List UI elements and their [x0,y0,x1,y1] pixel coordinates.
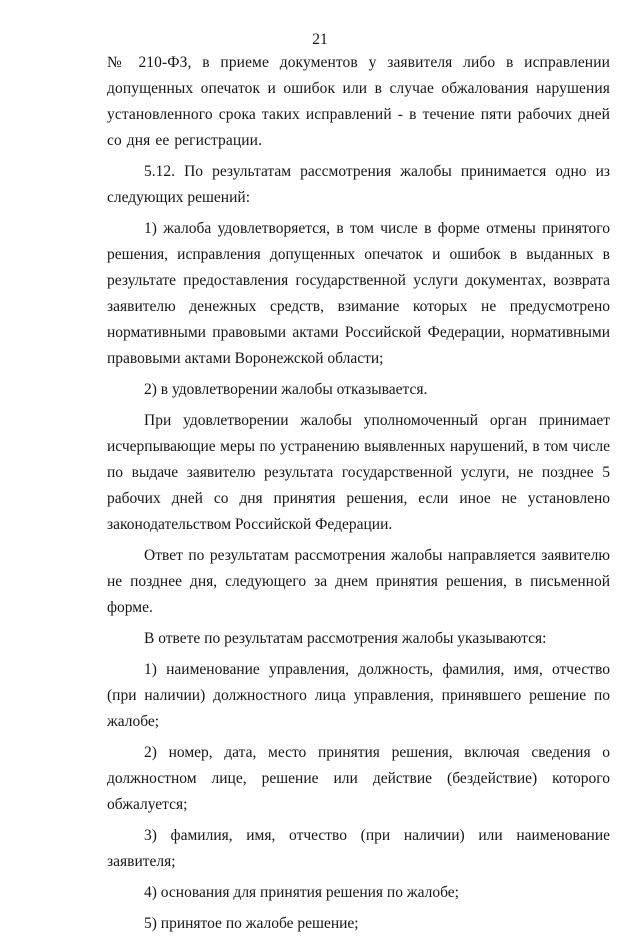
paragraph-5-12: 5.12. По результатам рассмотрения жалобы принимается одно из следующих решений: [107,163,610,206]
list-item-content-2: 2) номер, дата, место принятия решения, включая сведения о должностном лице, решение или действие (бездействие) которого обжалуется; [107,744,610,813]
list-item-decision-2: 2) в удовлетворении жалобы отказывается. [144,381,428,398]
list-item-content-1: 1) наименование управления, должность, фамилия, имя, отчество (при наличии) должностного лица управления, принявшего решение по жалобе; [107,661,610,730]
paragraph-response: Ответ по результатам рассмотрения жалобы направляется заявителю не позднее дня, следующего за днем принятия решения, в письменной форме. [107,547,610,616]
list-item-decision-1: 1) жалоба удовлетворяется, в том числе в форме отмены принятого решения, исправления допущенных опечаток и ошибок в выданных в результате предоставления государственной услуги документах, возврата заявителю денежных средств, взимание которых не предусмотрено нормативными правовыми актами Российской Федерации, нормативными правовыми актами Воронежской области; [107,220,610,367]
page-number: 21 [312,31,328,48]
list-item-content-4: 4) основания для принятия решения по жалобе; [144,884,459,901]
list-item-content-5: 5) принятое по жалобе решение; [144,915,359,932]
paragraph-response-contents: В ответе по результатам рассмотрения жалобы указываются: [144,630,547,647]
paragraph-continuation: № 210-ФЗ, в приеме документов у заявителя либо в исправлении допущенных опечаток и ошибок или в случае обжалования нарушения установленного срока таких исправлений - в течение пяти рабочих дней со дня ее регистрации. [107,54,610,149]
document-body [107,50,610,942]
list-item-content-3: 3) фамилия, имя, отчество (при наличии) или наименование заявителя; [107,827,610,870]
paragraph-satisfaction: При удовлетворении жалобы уполномоченный орган принимает исчерпывающие меры по устранению выявленных нарушений, в том числе по выдаче заявителю результата государственной услуги, не позднее 5 рабочих дней со дня принятия решения, если иное не установлено законодательством Российской Федерации. [107,412,610,533]
